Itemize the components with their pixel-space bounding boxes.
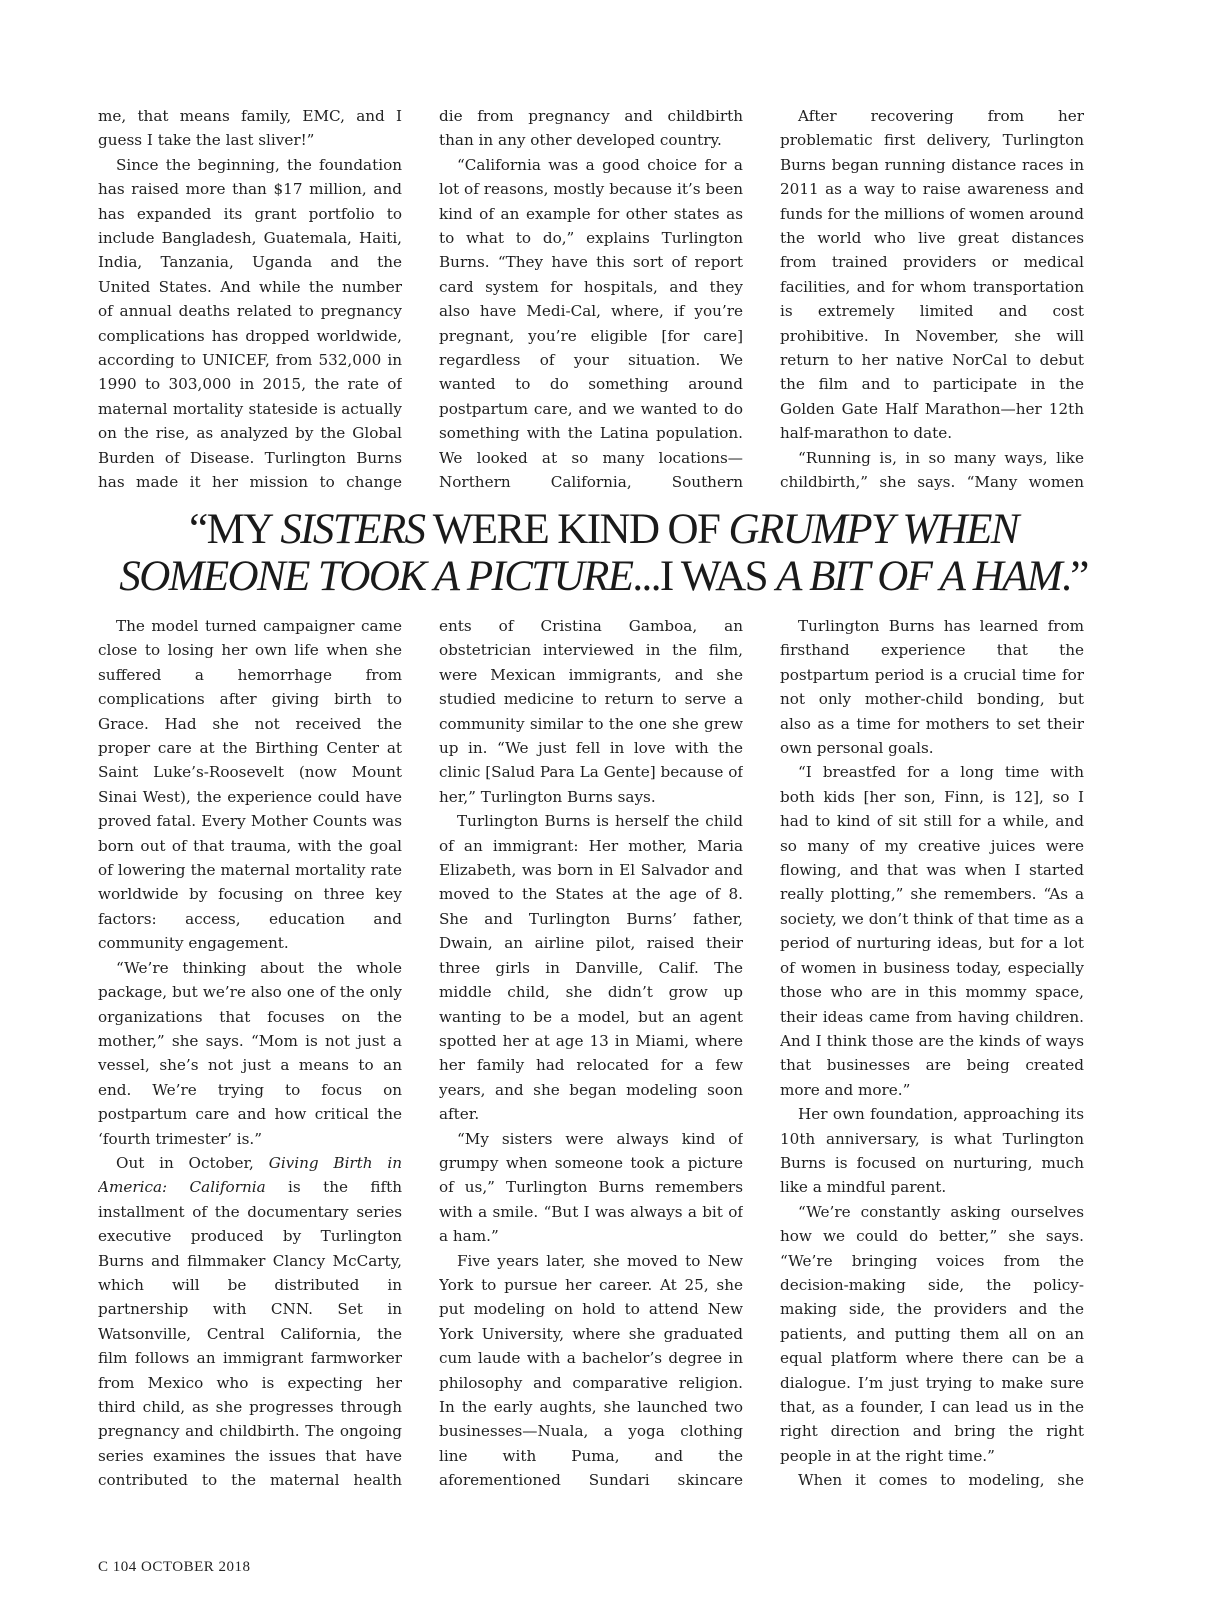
paragraph (439, 153, 743, 490)
text-run: When it comes to modeling, she (798, 1471, 1084, 1490)
text-run: Out in October, (116, 1153, 269, 1172)
page-folio: C 104 OCTOBER 2018 (98, 1559, 251, 1575)
paragraph (780, 1102, 1084, 1200)
top-column-2 (439, 104, 743, 490)
text-run: .” (1061, 553, 1088, 600)
text-run: “My sisters were always kind of grumpy when someone took a picture of us,” Turlington Burns remembers with a smile. “But I was always a bit of a ham.” (439, 1129, 743, 1246)
bottom-columns (98, 614, 1084, 1494)
top-column-3 (780, 104, 1084, 490)
italic-text: GRUMPY WHEN (728, 506, 1018, 553)
paragraph (439, 1249, 743, 1494)
paragraph (780, 1200, 1084, 1468)
text-run: “Running is, in so many ways, like childbirth,” she says. “Many women (780, 448, 1084, 490)
paragraph (439, 104, 743, 153)
text-run: Turlington Burns is herself the child of an immigrant: Her mother, Maria Elizabeth, was born in El Salvador and moved to the States at the age of 8. She and Turlington Burns’ father, Dwain, an airline pilot, raised their three girls in Danville, Calif. The middle child, she didn’t grow up wanting to be a model, but an agent spotted her at age 13 in Miami, where her family had relocated for a few years, and she began modeling soon after. (439, 812, 743, 1124)
italic-text: SOMEONE TOOK A PICTURE (119, 553, 633, 600)
italic-text: A BIT OF A HAM (776, 553, 1062, 600)
text-run: me, that means family, EMC, and I guess I take the last sliver!” (98, 107, 402, 150)
text-run: Turlington Burns has learned from firsthand experience that the postpartum period is a crucial time for not only mother-child bonding, but also as a time for mothers to set their own personal goals. (780, 617, 1084, 758)
bottom-column-2 (439, 614, 743, 1494)
text-run: WERE KIND OF (424, 506, 729, 553)
paragraph (439, 1127, 743, 1249)
text-run: “MY (189, 506, 281, 553)
text-run: After recovering from her problematic first delivery, Turlington Burns began running distance races in 2011 as a way to raise awareness and funds for the millions of women around the world who live great distances from trained providers or medical facilities, and for whom transportation is extremely limited and cost prohibitive. In November, she will return to her native NorCal to debut the film and to participate in the Golden Gate Half Marathon—her 12th half-marathon to date. (780, 107, 1084, 443)
text-run: is the fifth installment of the documentary series executive produced by Turlington Burns and filmmaker Clancy McCarty, which will be distributed in partnership with CNN. Set in Watsonville, Central California, the film follows an immigrant farmworker from Mexico who is expecting her third child, as she progresses through pregnancy and childbirth. The ongoing series examines the issues that have contributed to the maternal health (98, 1178, 402, 1490)
paragraph (780, 446, 1084, 490)
paragraph (98, 614, 402, 956)
paragraph (98, 1151, 402, 1494)
paragraph (98, 153, 402, 490)
paragraph (780, 760, 1084, 1102)
text-run: The model turned campaigner came close to losing her own life when she suffered a hemorrhage from complications after giving birth to Grace. Had she not received the proper care at the Birthing Center at Saint Luke’s-Roosevelt (now Mount Sinai West), the experience could have proved fatal. Every Mother Counts was born out of that trauma, with the goal of lowering the maternal mortality rate worldwide by focusing on three key factors: access, education and community engagement. (98, 617, 402, 953)
paragraph (439, 614, 743, 809)
paragraph (98, 956, 402, 1151)
paragraph (98, 104, 402, 153)
italic-text: Giving Birth in America: California (98, 1153, 402, 1197)
paragraph (780, 614, 1084, 760)
text-run: Since the beginning, the foundation has raised more than $17 million, and has expanded its grant portfolio to include Bangladesh, Guatemala, Haiti, India, Tanzania, Uganda and the United States. And while the number of annual deaths related to pregnancy complications has dropped worldwide, according to UNICEF, from 532,000 in 1990 to 303,000 in 2015, the rate of maternal mortality stateside is actually on the rise, as analyzed by the Global Burden of Disease. Turlington Burns has made it her mission to change (98, 155, 402, 490)
paragraph (780, 1468, 1084, 1494)
text-run: “California was a good choice for a lot of reasons, mostly because it’s been kind of an example for other states as to what to do,” explains Turlington Burns. “They have this sort of report card system for hospitals, and they also have Medi-Cal, where, if you’re pregnant, you’re eligible [for care] regardless of your situation. We wanted to do something around postpartum care, and we wanted to do something with the Latina population. We looked at so many locations—Northern California, Southern (439, 155, 743, 490)
paragraph (439, 809, 743, 1126)
text-run: ...I WAS (632, 553, 777, 600)
top-column-1 (98, 104, 402, 490)
text-run: “I breastfed for a long time with both kids [her son, Finn, is 12], so I had to kind of sit still for a while, and so many of my creative juices were flowing, and that was when I started really plotting,” she remembers. “As a society, we don’t think of that time as a period of nurturing ideas, but for a lot of women in business today, especially those who are in this mommy space, their ideas came from having children. And I think those are the kinds of ways that businesses are being created more and more.” (780, 763, 1084, 1099)
text-run: Five years later, she moved to New York to pursue her career. At 25, she put modeling on hold to attend New York University, where she graduated cum laude with a bachelor’s degree in philosophy and comparative religion. In the early aughts, she launched two businesses—Nuala, a yoga clothing line with Puma, and the aforementioned Sundari skincare (439, 1251, 743, 1490)
paragraph (780, 104, 1084, 446)
text-run: die from pregnancy and childbirth than in any other developed country. (439, 107, 743, 150)
bottom-column-1 (98, 614, 402, 1494)
pull-quote-line-1 (60, 506, 1147, 553)
pull-quote-line-2 (60, 553, 1147, 600)
top-columns (98, 104, 1084, 490)
text-run: ents of Cristina Gamboa, an obstetrician interviewed in the film, were Mexican immigrants, and she studied medicine to return to serve a community similar to the one she grew up in. “We just fell in love with the clinic [Salud Para La Gente] because of her,” Turlington Burns says. (439, 617, 743, 806)
bottom-column-3 (780, 614, 1084, 1494)
text-run: “We’re thinking about the whole package, but we’re also one of the only organizations that focuses on the mother,” she says. “Mom is not just a vessel, she’s not just a means to an end. We’re trying to focus on postpartum care and how critical the ‘fourth trimester’ is.” (98, 958, 402, 1148)
text-run: “We’re constantly asking ourselves how we could do better,” she says. “We’re bringing voices from the decision-making side, the policy-making side, the providers and the patients, and putting them all on an equal platform where there can be a dialogue. I’m just trying to make sure that, as a founder, I can lead us in the right direction and bring the right people in at the right time.” (780, 1202, 1084, 1465)
text-run: Her own foundation, approaching its 10th anniversary, is what Turlington Burns is focused on nurturing, much like a mindful parent. (780, 1105, 1084, 1197)
italic-text: SISTERS (280, 506, 425, 553)
pull-quote (60, 506, 1147, 600)
